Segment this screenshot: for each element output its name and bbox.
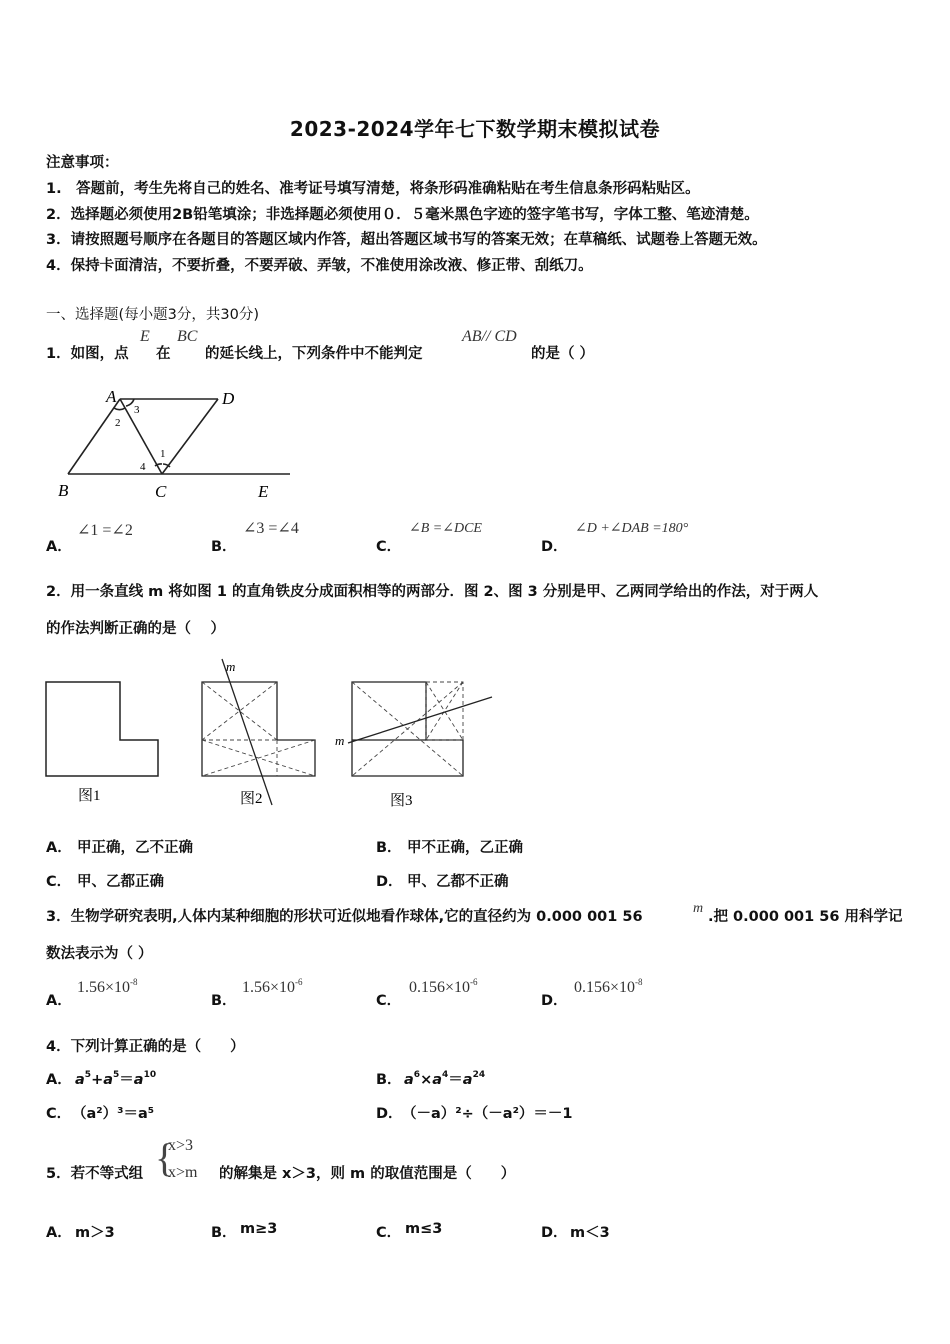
q5-option-a[interactable]: m＞3 — [75, 1225, 115, 1241]
q4-option-a[interactable]: $a^5+a^5=a^{10}$ — [75, 1070, 157, 1088]
q2-figures — [40, 655, 500, 815]
fig2-caption: 图2 — [240, 791, 263, 807]
label-1: 1 — [160, 448, 166, 460]
q3-stem-line1a: 3．生物学研究表明,人体内某种细胞的形状可近似地看作球体,它的直径约为 0.000 001 56 — [46, 909, 643, 925]
angle-2-arc — [114, 408, 125, 410]
q4-stem: 4．下列计算正确的是（ ） — [46, 1039, 245, 1055]
q1-figure — [50, 384, 300, 504]
q5-system-line1: x>3 — [168, 1137, 194, 1154]
q5-option-d-label[interactable]: D． — [541, 1225, 568, 1241]
angle-3-arc — [126, 399, 134, 406]
q3-stem-line1b: .把 0.000 001 56 用科学记 — [708, 909, 903, 925]
q1-option-b[interactable]: ∠3 =∠4 — [243, 520, 299, 537]
q1-option-b-label[interactable]: B． — [211, 539, 237, 555]
notice-item-4: 4．保持卡面清洁，不要折叠，不要弄破、弄皱，不准使用涂改液、修正带、刮纸刀。 — [46, 258, 593, 274]
notice-item-2: 2．选择题必须使用2B铅笔填涂；非选择题必须使用０．５毫米黑色字迹的签字笔书写，字体工整、笔迹清楚。 — [46, 207, 759, 223]
q5-option-c[interactable]: m≤3 — [405, 1221, 443, 1237]
q1-option-c[interactable]: ∠B =∠DCE — [409, 521, 482, 536]
q3-option-d[interactable]: $0.156\times 10^{-8}$ — [574, 977, 643, 996]
q1-option-c-label[interactable]: C． — [376, 539, 402, 555]
q2-option-d-label[interactable]: D． — [376, 874, 403, 890]
q4-option-c[interactable]: （a²）³＝a⁵ — [72, 1106, 155, 1122]
q1-stem-mid2: 的延长线上，下列条件中不能判定 — [205, 346, 423, 362]
q5-stem-pre: 5．若不等式组 — [46, 1166, 144, 1182]
notice-heading: 注意事项： — [46, 155, 119, 171]
fig1-shape — [46, 682, 158, 776]
q3-option-b-label[interactable]: B． — [211, 993, 237, 1009]
q1-option-a[interactable]: ∠1 =∠2 — [77, 522, 133, 539]
q2-option-c-label[interactable]: C． — [46, 874, 72, 890]
label-3: 3 — [134, 404, 140, 416]
fig3-dashes — [352, 682, 463, 776]
q2-option-c[interactable]: 甲、乙都正确 — [77, 874, 164, 890]
label-b: B — [58, 481, 69, 500]
q3-option-c[interactable]: $0.156\times 10^{-6}$ — [409, 977, 478, 996]
q2-option-b[interactable]: 甲不正确，乙正确 — [407, 840, 523, 856]
label-2: 2 — [115, 417, 121, 429]
q3-stem-line2: 数法表示为（ ） — [46, 946, 153, 962]
q5-option-c-label[interactable]: C． — [376, 1225, 402, 1241]
q3-option-a-label[interactable]: A． — [46, 993, 72, 1009]
page-title: 2023-2024学年七下数学期末模拟试卷 — [289, 117, 661, 141]
fig2-m-label: m — [226, 659, 236, 674]
notice-item-1: 1. 答题前，考生先将自己的姓名、准考证号填写清楚，将条形码准确粘贴在考生信息条形码粘贴区。 — [46, 181, 700, 197]
q4-option-b-label[interactable]: B． — [376, 1072, 402, 1088]
q5-system-line2: x>m — [168, 1164, 198, 1181]
q1-stem-mid1: 在 — [156, 346, 171, 362]
label-d: D — [222, 389, 235, 408]
q2-option-d[interactable]: 甲、乙都不正确 — [407, 874, 509, 890]
label-a: A — [106, 387, 117, 406]
label-4: 4 — [140, 461, 146, 473]
q3-option-b[interactable]: $1.56\times 10^{-6}$ — [242, 977, 303, 996]
q3-option-a[interactable]: $1.56\times 10^{-8}$ — [77, 977, 138, 996]
q1-option-d-label[interactable]: D． — [541, 539, 568, 555]
fig1-caption: 图1 — [78, 788, 101, 804]
q1-parallel-expr: AB// CD — [462, 328, 517, 345]
q4-option-c-label[interactable]: C． — [46, 1106, 72, 1122]
q4-option-d-label[interactable]: D． — [376, 1106, 403, 1122]
fig3-caption: 图3 — [390, 793, 413, 809]
q5-brace: { — [155, 1135, 175, 1180]
q5-option-d[interactable]: m＜3 — [570, 1225, 610, 1241]
q1-stem-post: 的是（ ） — [531, 346, 595, 362]
q1-option-a-label[interactable]: A． — [46, 539, 72, 555]
q4-option-b[interactable]: $a^6\times a^4=a^{24}$ — [404, 1070, 486, 1088]
section-heading: 一、选择题(每小题3分，共30分) — [46, 307, 259, 323]
fig2-dashes — [202, 682, 315, 776]
q2-stem-line2: 的作法判断正确的是（ ） — [46, 621, 226, 637]
q3-option-c-label[interactable]: C． — [376, 993, 402, 1009]
q2-stem-line1: 2．用一条直线 m 将如图 1 的直角铁皮分成面积相等的两部分．图 2、图 3 分别是甲、乙两同学给出的作法，对于两人 — [46, 584, 819, 600]
label-e: E — [258, 482, 269, 501]
q1-segment-bc: BC — [177, 328, 198, 345]
line-cd — [162, 399, 218, 474]
q2-option-a[interactable]: 甲正确，乙不正确 — [77, 840, 193, 856]
q3-option-d-label[interactable]: D． — [541, 993, 568, 1009]
q5-option-b[interactable]: m≥3 — [240, 1221, 278, 1237]
q4-option-d[interactable]: （－a）²÷（－a²）＝－1 — [402, 1106, 573, 1122]
notice-item-3: 3．请按照题号顺序在各题目的答题区域内作答，超出答题区域书写的答案无效；在草稿纸、试题卷上答题无效。 — [46, 232, 767, 248]
q4-option-a-label[interactable]: A． — [46, 1072, 72, 1088]
q1-stem-pre: 1．如图，点 — [46, 346, 129, 362]
label-c: C — [155, 482, 167, 501]
q5-option-b-label[interactable]: B． — [211, 1225, 237, 1241]
line-ab — [68, 399, 120, 474]
fig2-line-m — [222, 659, 272, 805]
q1-option-d[interactable]: ∠D +∠DAB =180° — [575, 521, 689, 536]
q1-point-e: E — [140, 328, 150, 345]
fig3-m-label: m — [335, 733, 345, 748]
q3-unit: m — [693, 901, 704, 916]
q5-option-a-label[interactable]: A． — [46, 1225, 72, 1241]
q2-option-b-label[interactable]: B． — [376, 840, 402, 856]
fig3-line-m — [348, 697, 492, 743]
q2-option-a-label[interactable]: A． — [46, 840, 72, 856]
q5-stem-post: 的解集是 x＞3，则 m 的取值范围是（ ） — [219, 1166, 516, 1182]
